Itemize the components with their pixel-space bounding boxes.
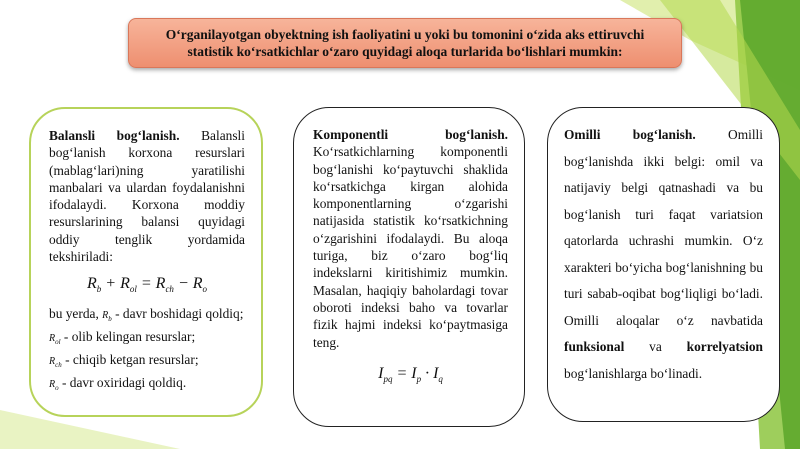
symbol-rol: $R_{ol}$ <box>49 332 61 346</box>
def-prefix: bu yerda, <box>49 305 103 321</box>
card3-and: va <box>649 339 662 354</box>
card1-heading: Balansli bog‘lanish. <box>49 128 180 143</box>
symbol-rch: $R_{ch}$ <box>49 356 62 370</box>
symbol-rb: $R_b$ <box>102 309 112 323</box>
card1-def-4 <box>49 374 245 397</box>
card2-formula: $I_{pq} = I_p \cdot I_q$ <box>378 364 443 385</box>
card2-heading: Komponentli bog‘lanish. <box>313 127 508 142</box>
symbol-ro: $R_o$ <box>49 379 59 393</box>
card3-body1: Omilli bog‘lanishda ikki belgi: omil va natijaviy belgi qatnashadi va bu bog‘lanish turi faqat variatsion qatorlarda uchrashi mumkin. O‘z xarakteri bo‘yicha bog‘lanishning bu turi sabab-oqibat bog‘liqligi bo‘ladi. Omilli aloqalar o‘z navbatida <box>564 127 763 328</box>
def-text: - davr boshidagi qoldiq; <box>111 305 244 321</box>
card-factor-link <box>547 107 780 422</box>
def-text: - chiqib ketgan resurslar; <box>61 352 199 368</box>
card-balance-link <box>29 107 263 417</box>
card1-def-2 <box>49 328 245 351</box>
title-banner <box>128 18 682 68</box>
card1-intro-text: Balansli bog‘lanish korxona resurslari (mablag‘lari)ning yaratilishi manbalari va ulardan foydalanishni ifodalaydi. Korxona moddiy resurslarining balansi quyidagi oddiy tenglik yordamida tekshiriladi: <box>49 128 245 265</box>
card3-bold-functional: funksional <box>564 339 625 354</box>
card1-formula: $R_b + R_{ol} = R_{ch} - R_o$ <box>86 275 208 295</box>
def-text: - davr oxiridagi qoldiq. <box>58 375 187 391</box>
card1-def-1 <box>49 305 245 328</box>
card3-bold-correlation: korrelyatsion <box>686 339 763 354</box>
title-line-2: statistik ko‘rsatkichlar o‘zaro quyidagi aloqa turlarida bo‘lishlari mumkin: <box>187 44 623 59</box>
card3-heading: Omilli bog‘lanish. <box>564 127 696 142</box>
card1-intro <box>49 127 245 265</box>
title-line-1: O‘rganilayotgan obyektning ish faoliyatini u yoki bu tomonini o‘zida aks ettiruvchi <box>165 27 645 42</box>
card3-body2: bog‘lanishlarga bo‘linadi. <box>564 365 703 381</box>
card3-text <box>564 122 763 387</box>
card2-text <box>313 126 508 351</box>
card2-body: Ko‘rsatkichlarning komponentli bog‘lanishi ko‘paytuvchi shaklida ko‘rsatkichga kirgan alohida komponentlarning o‘zgarishi natijasida statistik ko‘rsatkichning o‘zgarishini ifodalaydi. Bu aloqa turiga, biz o‘zaro bog‘liq indekslarni kiritishimiz mumkin. Masalan, haqiqiy baholardagi tovar oboroti indeksi baho va tovarlar fizik hajmi indeksi ko‘paytmasiga teng. <box>313 144 508 350</box>
def-text: - olib kelingan resurslar; <box>60 328 196 344</box>
card-component-link <box>293 107 525 427</box>
card1-def-3 <box>49 351 245 374</box>
